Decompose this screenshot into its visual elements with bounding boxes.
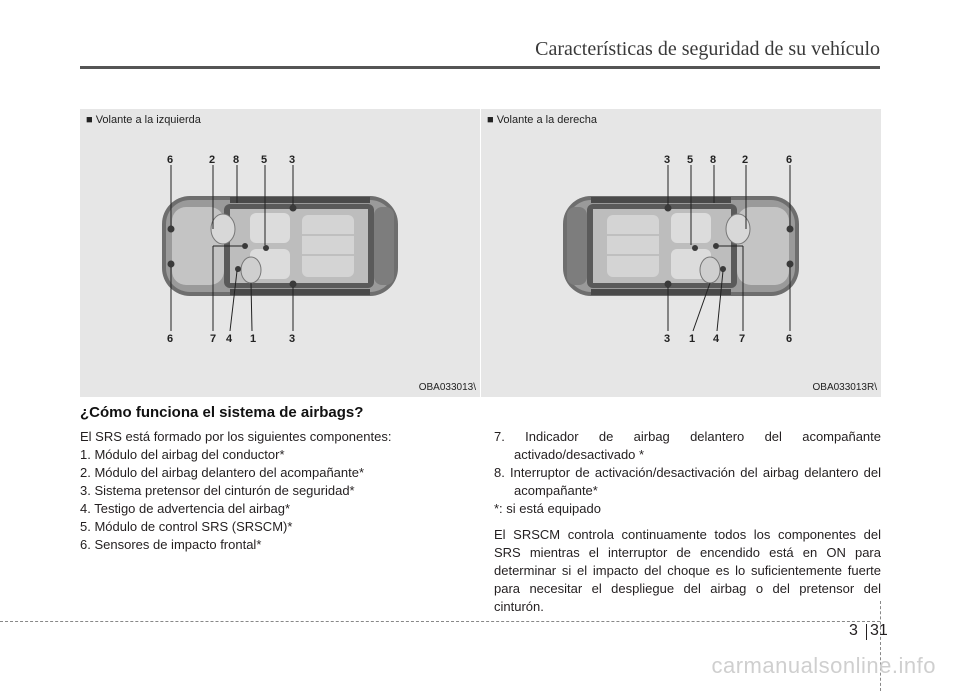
section-number: 3 — [849, 622, 858, 639]
figure-left-code: OBA033013\ — [418, 382, 476, 393]
section-title: ¿Cómo funciona el sistema de airbags? — [80, 404, 364, 421]
watermark: carmanualsonline.info — [711, 653, 936, 678]
callout-4: 4 — [226, 333, 233, 345]
figure-right-label: ■ Volante a la derecha — [487, 114, 597, 126]
callout-8: 8 — [710, 154, 717, 166]
header-rule — [80, 66, 880, 69]
figure-left-label: ■ Volante a la izquierda — [86, 114, 201, 126]
callout-3-top: 3 — [664, 154, 671, 166]
callout-8: 8 — [233, 154, 240, 166]
right-column — [494, 428, 881, 616]
callout-6-top: 6 — [167, 154, 174, 166]
list-item: 8. Interruptor de activación/desactivación del airbag delantero del acompañante* — [494, 465, 881, 498]
list-item: 4. Testigo de advertencia del airbag* — [80, 501, 291, 516]
passenger-airbag-module — [211, 214, 235, 244]
list-item: 6. Sensores de impacto frontal* — [80, 537, 262, 552]
list-item: 2. Módulo del airbag delantero del acompañante* — [80, 465, 365, 480]
callout-3-bottom: 3 — [664, 333, 671, 345]
page-number-separator — [866, 624, 867, 640]
callout-2: 2 — [209, 154, 216, 166]
callout-2: 2 — [742, 154, 749, 166]
list-item: 5. Módulo de control SRS (SRSCM)* — [80, 519, 293, 534]
list-item: 1. Módulo del airbag del conductor* — [80, 447, 285, 462]
car-diagram-right — [481, 109, 881, 397]
steering-wheel-airbag — [241, 257, 261, 283]
left-column — [80, 428, 470, 554]
list-item: 3. Sistema pretensor del cinturón de seguridad* — [80, 483, 355, 498]
list-item: 7. Indicador de airbag delantero del acompañante activado/desactivado * — [494, 429, 881, 462]
figure-right-code: OBA033013R\ — [812, 382, 877, 393]
callout-6-top: 6 — [786, 154, 793, 166]
callout-1: 1 — [689, 333, 696, 345]
figure-right-hand-drive — [481, 109, 881, 397]
callout-7: 7 — [210, 333, 217, 345]
page-number: 31 — [870, 622, 888, 639]
callout-5: 5 — [687, 154, 694, 166]
callout-6-bottom: 6 — [167, 333, 174, 345]
callout-6-bottom: 6 — [786, 333, 793, 345]
figure-left-hand-drive — [80, 109, 480, 397]
callout-7: 7 — [739, 333, 746, 345]
car-body — [563, 196, 799, 296]
callout-3-top: 3 — [289, 154, 296, 166]
callout-5: 5 — [261, 154, 268, 166]
page-header-title: Características de seguridad de su vehículo — [535, 38, 880, 60]
intro-text: El SRS está formado por los siguientes componentes: — [80, 429, 392, 444]
body-paragraph: El SRSCM controla continuamente todos los componentes del SRS mientras el interruptor de encendido está en ON para determinar si el impacto del choque es lo suficientemente fuerte para necesitar el despliegue del airbag o del pretensor del cinturón. — [494, 527, 881, 614]
footnote: *: si está equipado — [494, 501, 601, 516]
car-diagram-left — [80, 109, 480, 397]
steering-wheel-airbag — [700, 257, 720, 283]
car-body — [162, 196, 398, 296]
callout-3-bottom: 3 — [289, 333, 296, 345]
footer-rule — [0, 621, 880, 622]
callout-1: 1 — [250, 333, 257, 345]
callout-4: 4 — [713, 333, 720, 345]
